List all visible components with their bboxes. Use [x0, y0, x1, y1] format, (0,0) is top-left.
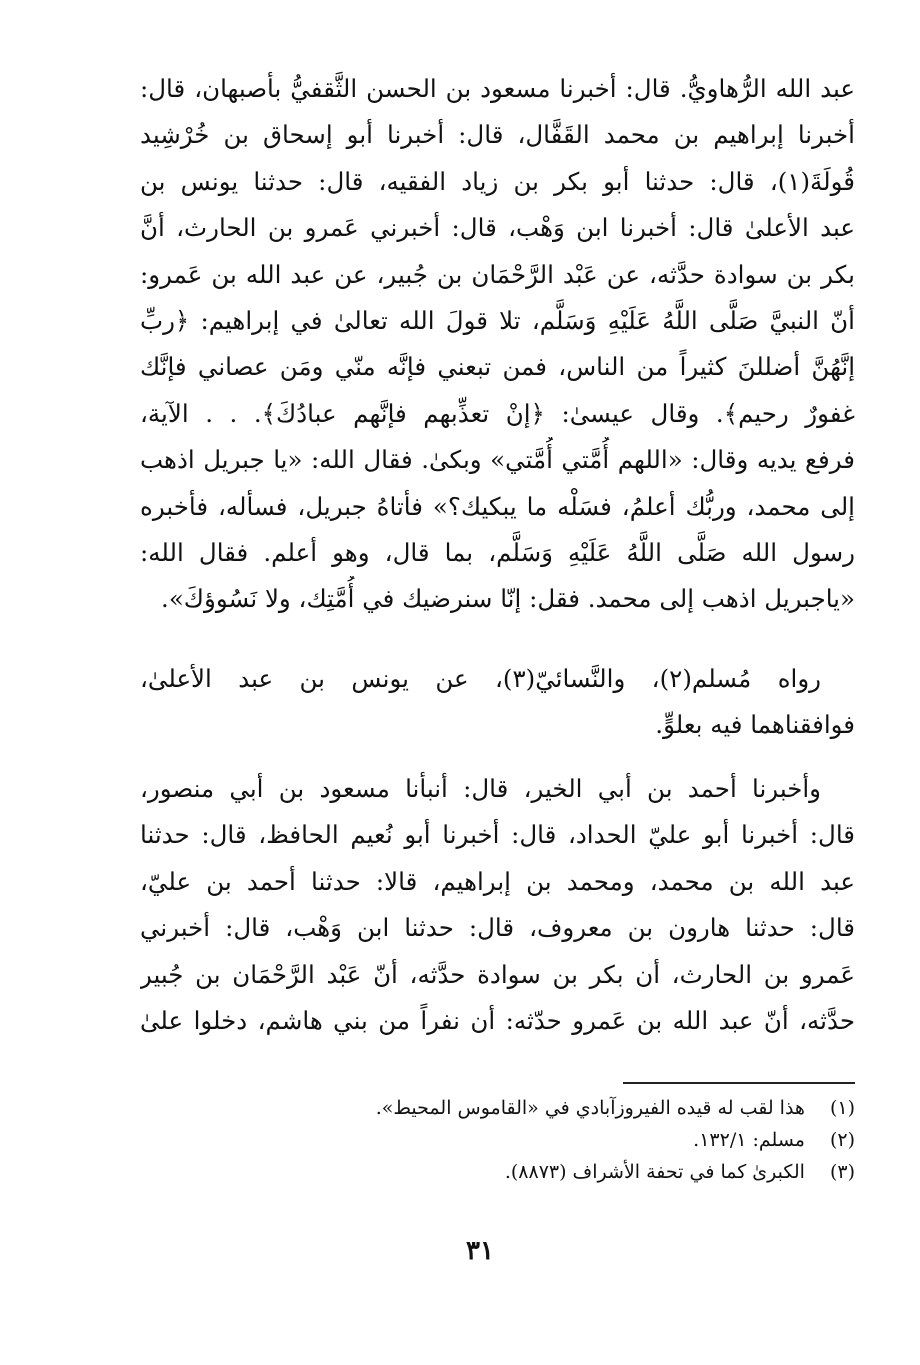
- paragraph-1: [140, 66, 855, 623]
- text-line: إلى محمد، وربُّك أعلمُ، فسَلْه ما يبكيك؟» فأتاهُ جبريل، فسأله، فأخبره: [140, 491, 855, 521]
- text-line: بكر بن سوادة حدَّثه، عن عَبْد الرَّحْمَان بن جُبير، عن عبد الله بن عَمرو:: [140, 259, 855, 289]
- footnote-text: مسلم: ١٣٢/١.: [693, 1129, 805, 1151]
- footnote-number: (١): [829, 1097, 855, 1119]
- text-line: رواه مُسلم(٢)، والنَّسائيّ(٣)، عن يونس بن عبد الأعلىٰ،: [140, 664, 821, 693]
- text-line: حدَّثه، أنّ عبد الله بن عَمرو حدّثه: أن نفراً من بني هاشم، دخلوا علىٰ: [140, 1006, 855, 1036]
- text-line: عبد الله الرُّهاويُّ. قال: أخبرنا مسعود بن الحسن الثَّقفيُّ بأصبهان، قال:: [140, 74, 855, 103]
- text-line: رسول الله صَلَّى اللَّهُ عَلَيْهِ وَسَلَّم، بما قال، وهو أعلم. فقال الله:: [140, 538, 855, 568]
- footnote-separator: [623, 1082, 855, 1084]
- footnotes: [240, 1092, 855, 1188]
- footnote-text: هذا لقب له قيده الفيروزآبادي في «القاموس المحيط».: [375, 1097, 805, 1119]
- text-line: قال: أخبرنا أبو عليّ الحداد، قال: أخبرنا أبو نُعيم الحافظ، قال: حدثنا: [140, 820, 855, 850]
- page-number: ٣١: [466, 1236, 494, 1266]
- paragraph-2: [140, 656, 855, 749]
- text-line: عبد الله بن محمد، ومحمد بن إبراهيم، قالا: حدثنا أحمد بن عليّ،: [140, 866, 855, 896]
- footnote-3: [240, 1156, 855, 1188]
- text-line: وأخبرنا أحمد بن أبي الخير، قال: أنبأنا مسعود بن أبي منصور،: [140, 774, 821, 803]
- text-line: قال: حدثنا هارون بن معروف، قال: حدثنا ابن وَهْب، قال: أخبرني: [140, 913, 855, 943]
- text-line: فوافقناهما فيه بعلوٍّ.: [655, 710, 855, 740]
- text-line: فرفع يديه وقال: «اللهم أُمَّتي أُمَّتي» وبكىٰ. فقال الله: «يا جبريل اذهب: [140, 445, 855, 475]
- text-line: إنَّهُنَّ أضللنَ كثيراً من الناس، فمن تبعني فإنَّه منّي ومَن عصاني فإنَّك: [140, 352, 855, 382]
- text-line: أنّ النبيَّ صَلَّى اللَّهُ عَلَيْهِ وَسَلَّم، تلا قولَ الله تعالىٰ في إبراهيم: ﴿ربِّ: [140, 306, 855, 336]
- text-line: قُولَةَ(١)، قال: حدثنا أبو بكر بن زياد الفقيه، قال: حدثنا يونس بن: [140, 166, 855, 196]
- footnote-1: [240, 1092, 855, 1124]
- text-line: غفورٌ رحيم﴾. وقال عيسىٰ: ﴿إنْ تعذِّبهم فإنَّهم عبادُكَ﴾. . . الآية،: [140, 398, 855, 428]
- text-line: عَمرو بن الحارث، أن بكر بن سوادة حدَّثه، أنّ عَبْد الرَّحْمَان بن جُبير: [140, 959, 855, 989]
- text-line: «ياجبريل اذهب إلى محمد. فقل: إنّا سنرضيك في أُمَّتِك، ولا نَسُوؤكَ».: [161, 584, 855, 614]
- text-line: أخبرنا إبراهيم بن محمد القَفَّال، قال: أخبرنا أبو إسحاق بن خُرْشِيد: [140, 120, 855, 150]
- footnote-2: [240, 1124, 855, 1156]
- footnote-number: (٢): [829, 1129, 855, 1151]
- footnote-number: (٣): [829, 1161, 855, 1183]
- text-line: عبد الأعلىٰ قال: أخبرنا ابن وَهْب، قال: أخبرني عَمرو بن الحارث، أنَّ: [140, 213, 855, 243]
- paragraph-3: [140, 766, 855, 1044]
- footnote-text: الكبرىٰ كما في تحفة الأشراف (٨٨٧٣).: [504, 1161, 805, 1183]
